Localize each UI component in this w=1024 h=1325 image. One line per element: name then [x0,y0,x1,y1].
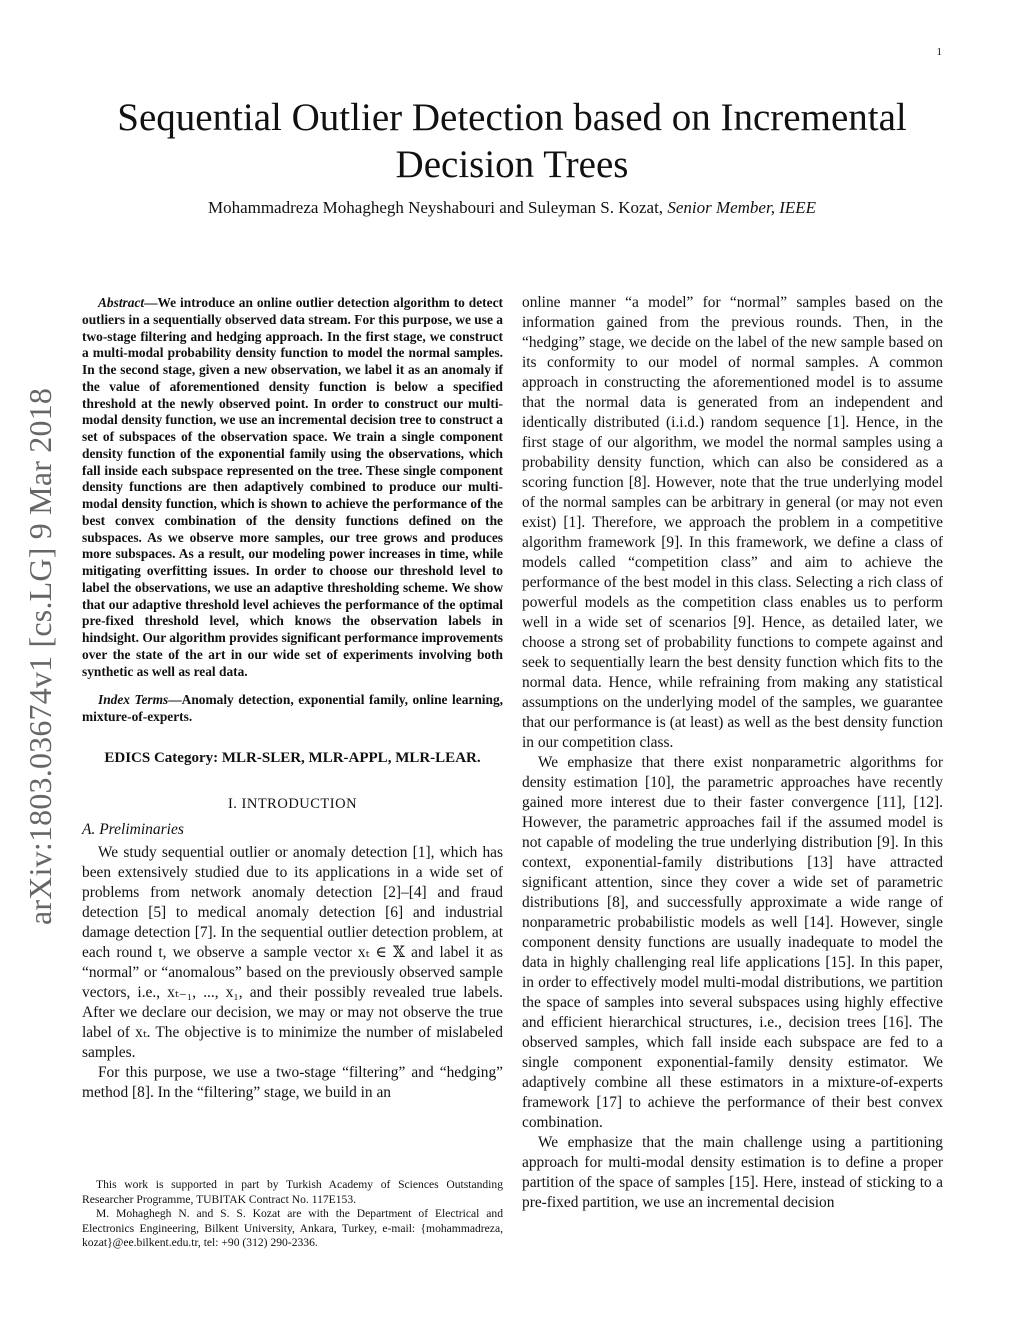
right-column [522,293,943,1213]
paragraph: online manner “a model” for “normal” samples based on the information gained from the previous rounds. Then, in the “hedging” stage, we decide on the label of the new sample based on its conformity to our model of normal samples. A common approach in constructing the aforementioned model is to assume that the normal data is generated from an independent and identically distributed (i.i.d.) random sequence [1]. Hence, in the first stage of our algorithm, we model the normal samples using a probability density function, which can also be considered as a scoring function [8]. However, note that the true underlying model of the normal samples can be arbitrary in general (or may not even exist) [1]. Therefore, we approach the problem in a competitive algorithm framework [9]. In this framework, we define a class of models called “competition class” and aim to achieve the performance of the best model in this class. Selecting a rich class of powerful models as the competition class enables us to perform well in a wide set of scenarios [9]. Hence, as detailed later, we choose a strong set of probability functions to compete against and seek to sequentially learn the best density function which fits to the normal data. Hence, while refraining from making any statistical assumptions on the underlying model of the samples, we guarantee that our performance is (at least) as well as the best density function in our competition class. [522,294,943,751]
author-names: Mohammadreza Mohaghegh Neyshabouri and Suleyman S. Kozat, [207,198,664,217]
footnote-affiliation: M. Mohaghegh N. and S. S. Kozat are with the Department of Electrical and Electronics Engineering, Bilkent University, Ankara, Turkey, e-mail: {mohammadreza, kozat}@ee.bilkent.edu.tr, tel: +90 (312) 290-2336. [82,1207,503,1250]
arxiv-stamp: arXiv:1803.03674v1 [cs.LG] 9 Mar 2018 [22,387,58,925]
subsection-heading: A. Preliminaries [82,820,184,838]
abstract [82,295,503,680]
left-column [82,295,503,1103]
paragraph: For this purpose, we use a two-stage “filtering” and “hedging” method [8]. In the “filtering” stage, we build in an [82,1063,503,1101]
authors [60,198,964,218]
index-terms [82,692,503,726]
paper-title: Sequential Outlier Detection based on Incremental Decision Trees [117,96,907,186]
abstract-text: —We introduce an online outlier detection algorithm to detect outliers in a sequentially observed data stream. For this purpose, we use a two-stage filtering and hedging approach. In the first stage, we construct a multi-modal probability density function to model the normal samples. In the second stage, given a new observation, we label it as an anomaly if the value of aforementioned density function is below a specified threshold at the newly observed point. In order to construct our multi-modal density function, we use an incremental decision tree to construct a set of subspaces of the observation space. We train a single component density function of the exponential family using the observations, which fall inside each subspace represented on the tree. These single component density functions are then adaptively combined to produce our multi-modal density function, which is shown to achieve the performance of the best convex combination of the density functions defined on the subspaces. As we observe more samples, our tree grows and produces more subspaces. As a result, our modeling power increases in time, while mitigating overfitting issues. In order to choose our threshold level to label the observations, we use an adaptive thresholding scheme. We show that our adaptive threshold level achieves the performance of the optimal pre-fixed threshold level, which knows the observation labels in hindsight. Our algorithm provides significant performance improvements over the state of the art in our wide set of experiments involving both synthetic as well as real data. [82,295,503,679]
index-terms-text: —Anomaly detection, exponential family, online learning, mixture-of-experts. [82,692,503,724]
footnotes [82,1178,503,1251]
abstract-label: Abstract [98,295,145,310]
edics-category: EDICS Category: MLR-SLER, MLR-APPL, MLR-LEAR. [104,749,481,766]
section-heading: I. INTRODUCTION [227,795,358,812]
page-number: 1 [936,46,942,58]
author-grade: Senior Member, IEEE [667,198,817,217]
paragraph: We emphasize that the main challenge using a partitioning approach for multi-modal density estimation is to define a proper partition of the space of samples [15]. Here, instead of sticking to a pre-fixed partition, we use an incremental decision [522,1134,943,1211]
paragraph: We study sequential outlier or anomaly detection [1], which has been extensively studied due to its applications in a wide set of problems from network anomaly detection [2]–[4] and fraud detection [5] to medical anomaly detection [6] and industrial damage detection [7]. In the sequential outlier detection problem, at each round t, we observe a sample vector xₜ ∈ 𝕏 and label it as “normal” or “anomalous” based on the previously observed sample vectors, i.e., xₜ₋₁, ..., x₁, and their possibly revealed true labels. After we declare our decision, we may or may not observe the true label of xₜ. The objective is to minimize the number of mislabeled samples. [82,843,503,1061]
index-terms-label: Index Terms [98,692,169,708]
footnote-funding: This work is supported in part by Turkish Academy of Sciences Outstanding Researcher Programme, TUBITAK Contract No. 117E153. [82,1178,503,1206]
paragraph: We emphasize that there exist nonparametric algorithms for density estimation [10], the parametric approaches have recently gained more interest due to their faster convergence [11], [12]. However, the parametric approaches fail if the assumed model is not capable of modeling the true underlying distribution [9]. In this context, exponential-family distributions [13] have attracted significant attention, since they cover a wide set of parametric distributions [8], and successfully approximate a wide range of nonparametric probabilistic models as well [14]. However, single component density functions are usually inadequate to model the data in highly challenging real life applications [15]. In this paper, in order to effectively model multi-modal distributions, we partition the space of samples into several subspaces using highly effective and efficient hierarchical structures, i.e., decision trees [16]. The observed samples, which fall inside each subspace are fed to a single component exponential-family density estimator. We adaptively combine all these estimators in a mixture-of-experts framework [17] to achieve the performance of their best convex combination. [522,754,943,1131]
